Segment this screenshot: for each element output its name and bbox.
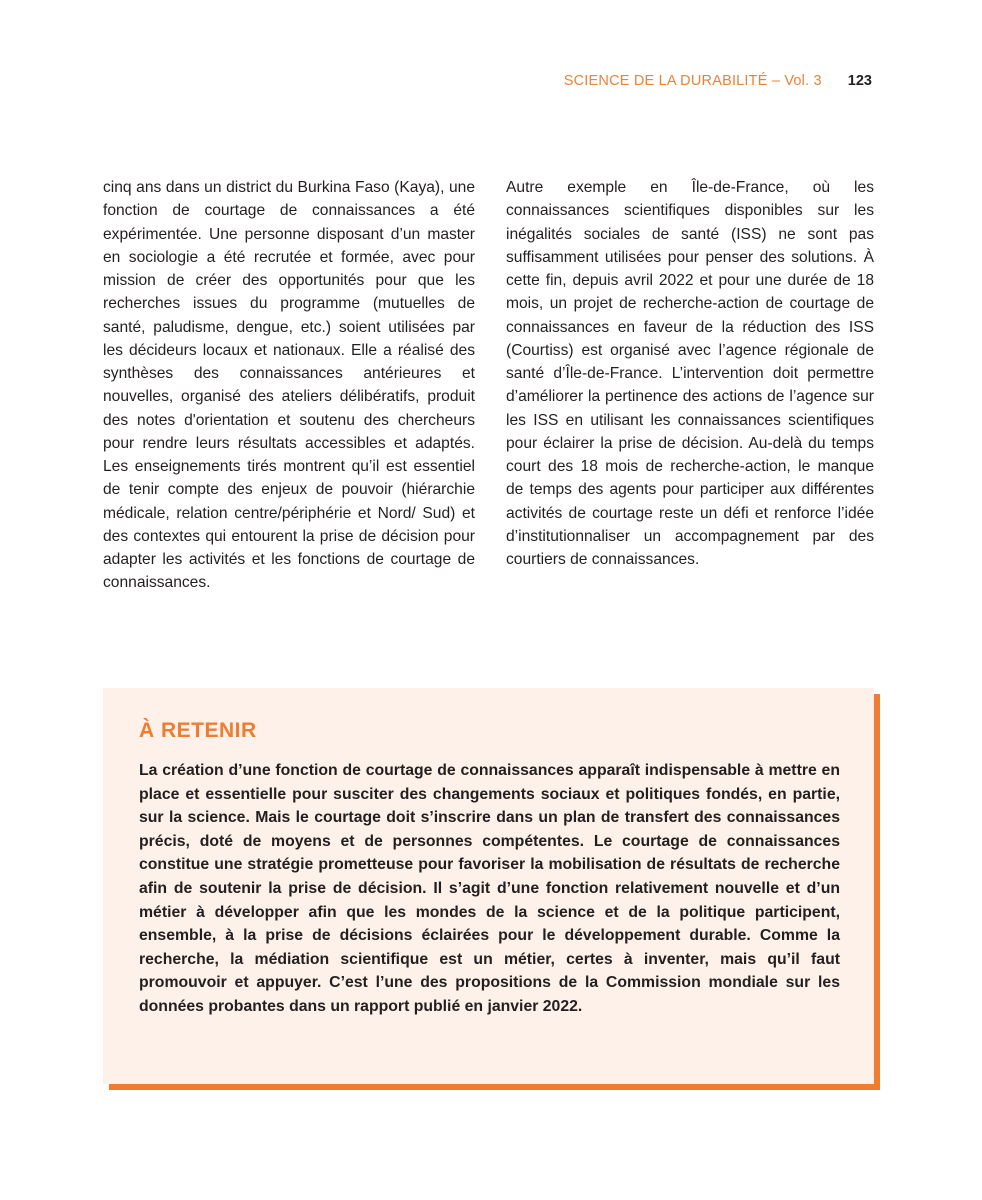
retenir-title: À RETENIR: [139, 719, 257, 742]
running-title: SCIENCE DE LA DURABILITÉ – Vol. 3: [563, 73, 822, 89]
retenir-text: La création d’une fonction de courtage de connaissances apparaît indispensable à mettre en place et essentielle pour susciter des changements sociaux et politiques fondés, en partie, sur la science. Mais le courtage doit s’inscrire dans un plan de transfert des connaissances précis, doté de moyens et de personnes compétentes. Le courtage de connaissances constitue une stratégie prometteuse pour favoriser la mobilisation de résultats de recherche afin de soutenir la prise de décision. Il s’agit d’une fonction relativement nouvelle et d’un métier à développer afin que les mondes de la science et de la politique participent, ensemble, à la prise de décisions éclairées pour le développement durable. Comme la recherche, la médiation scientifique est un métier, certes à inventer, mais qu’il faut promouvoir et appuyer. C’est l’une des propositions de la Commission mondiale sur les données probantes dans un rapport publié en janvier 2022.: [139, 762, 840, 1015]
retenir-box: [103, 688, 874, 1084]
running-header: [564, 73, 872, 89]
text-column-right: [506, 176, 874, 571]
body-paragraph-right: Autre exemple en Île-de-France, où les connaissances scientifiques disponibles sur les inégalités sociales de santé (ISS) ne sont pas suffisamment utilisées pour penser des solutions. À cette fin, depuis avril 2022 et pour une durée de 18 mois, un projet de recherche-action de courtage de connaissances en faveur de la réduction des ISS (Courtiss) est organisé avec l’agence régionale de santé d’Île-de-France. L’intervention doit permettre d’améliorer la pertinence des actions de l’agence sur les ISS en utilisant les connaissances scientifiques pour éclairer la prise de décision. Au-delà du temps court des 18 mois de recherche-action, le manque de temps des agents pour participer aux différentes activités de courtage reste un défi et renforce l’idée d’institutionnaliser un accompagnement par des courtiers de connaissances.: [506, 179, 874, 568]
text-column-left: [103, 176, 475, 595]
page-number: 123: [847, 73, 872, 89]
body-paragraph-left: cinq ans dans un district du Burkina Faso (Kaya), une fonction de courtage de connaissances a été expérimentée. Une personne disposant d’un master en sociologie a été recrutée et formée, avec pour mission de créer des opportunités pour que les recherches issues du programme (mutuelles de santé, paludisme, dengue, etc.) soient utilisées par les décideurs locaux et nationaux. Elle a réalisé des synthèses des connaissances antérieures et nouvelles, organisé des ateliers délibératifs, produit des notes d'orientation et soutenu des chercheurs pour rendre leurs résultats accessibles et adaptés. Les enseignements tirés montrent qu’il est essentiel de tenir compte des enjeux de pouvoir (hiérarchie médicale, relation centre/périphérie et Nord/ Sud) et des contextes qui entourent la prise de décision pour adapter les activités et les fonctions de courtage de connaissances.: [103, 179, 475, 592]
